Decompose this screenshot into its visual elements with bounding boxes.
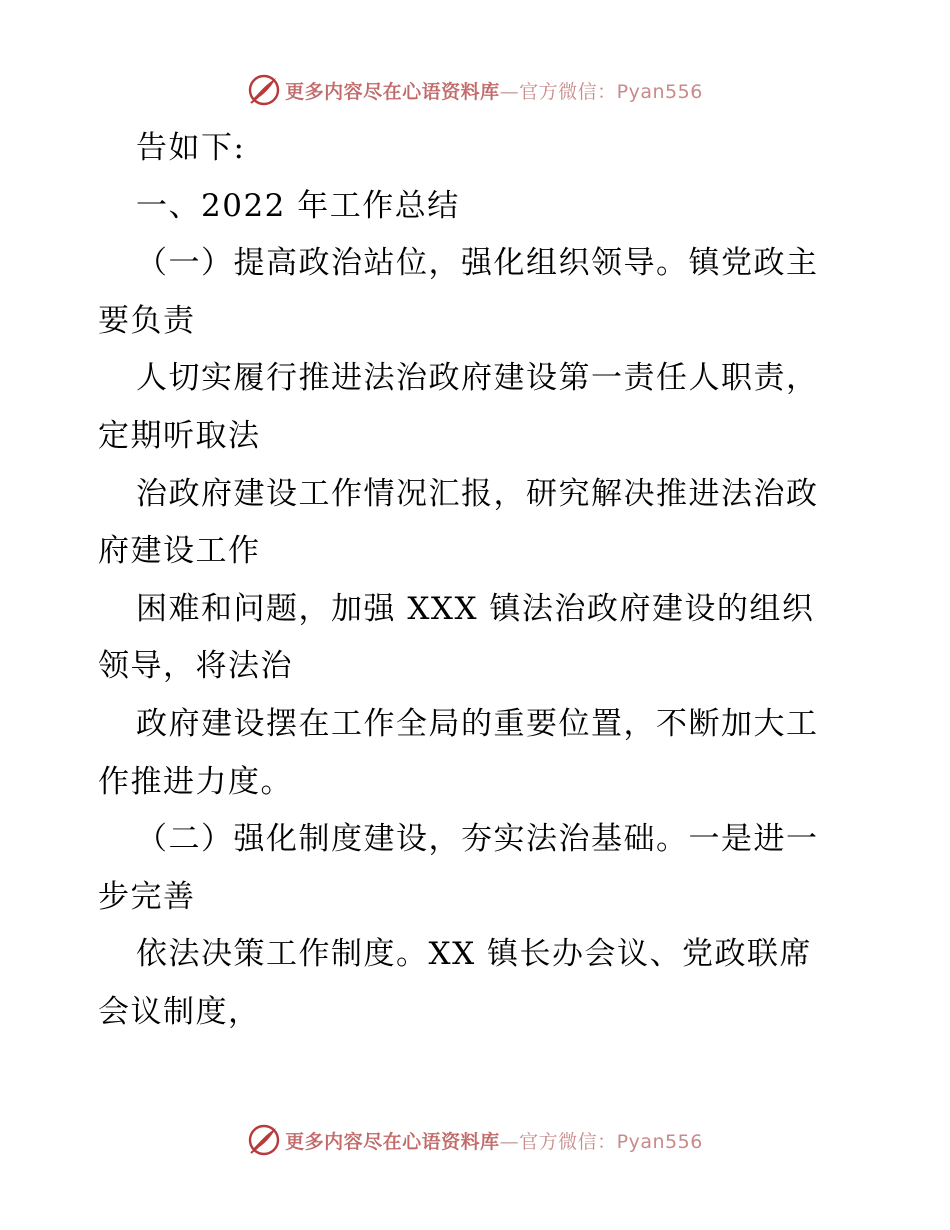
text-line: 告如下: — [136, 130, 246, 166]
document-body — [98, 120, 858, 1042]
watermark-text — [285, 77, 703, 104]
watermark-dash: — — [499, 80, 520, 103]
watermark-dash: — — [499, 1130, 520, 1153]
text-line: 府建设工作 — [98, 533, 261, 570]
watermark-main-text: 更多内容尽在心语资料库 — [285, 80, 500, 103]
text-line: 困难和问题，加强 XXX 镇法治政府建设的组织 — [136, 590, 815, 627]
text-line: 治政府建设工作情况汇报，研究解决推进法治政 — [136, 475, 819, 512]
text-line: （二）强化制度建设，夯实法治基础。一是进一 — [136, 821, 819, 858]
section-heading: 一、2022 年工作总结 — [136, 187, 460, 224]
text-line: 步完善 — [98, 878, 196, 915]
watermark-text — [285, 1127, 703, 1154]
quill-pen-logo-icon — [247, 73, 281, 107]
text-line: 会议制度， — [98, 993, 261, 1030]
text-line: 领导，将法治 — [98, 648, 293, 685]
text-line: 依法决策工作制度。XX 镇长办会议、党政联席 — [136, 936, 812, 973]
watermark-main-text: 更多内容尽在心语资料库 — [285, 1130, 500, 1153]
quill-pen-logo-icon — [247, 1123, 281, 1157]
text-line: 作推进力度。 — [98, 763, 293, 800]
text-line: 人切实履行推进法治政府建设第一责任人职责， — [136, 360, 819, 397]
header-watermark-banner — [0, 70, 950, 110]
watermark-wechat-text: 官方微信：Pyan556 — [519, 80, 703, 103]
text-line: （一）提高政治站位，强化组织领导。镇党政主 — [136, 245, 819, 282]
watermark-wechat-text: 官方微信：Pyan556 — [519, 1130, 703, 1153]
text-line: 定期听取法 — [98, 417, 261, 454]
text-line: 政府建设摆在工作全局的重要位置，不断加大工 — [136, 705, 819, 742]
text-line: 要负责 — [98, 302, 196, 339]
footer-watermark-banner — [0, 1120, 950, 1160]
